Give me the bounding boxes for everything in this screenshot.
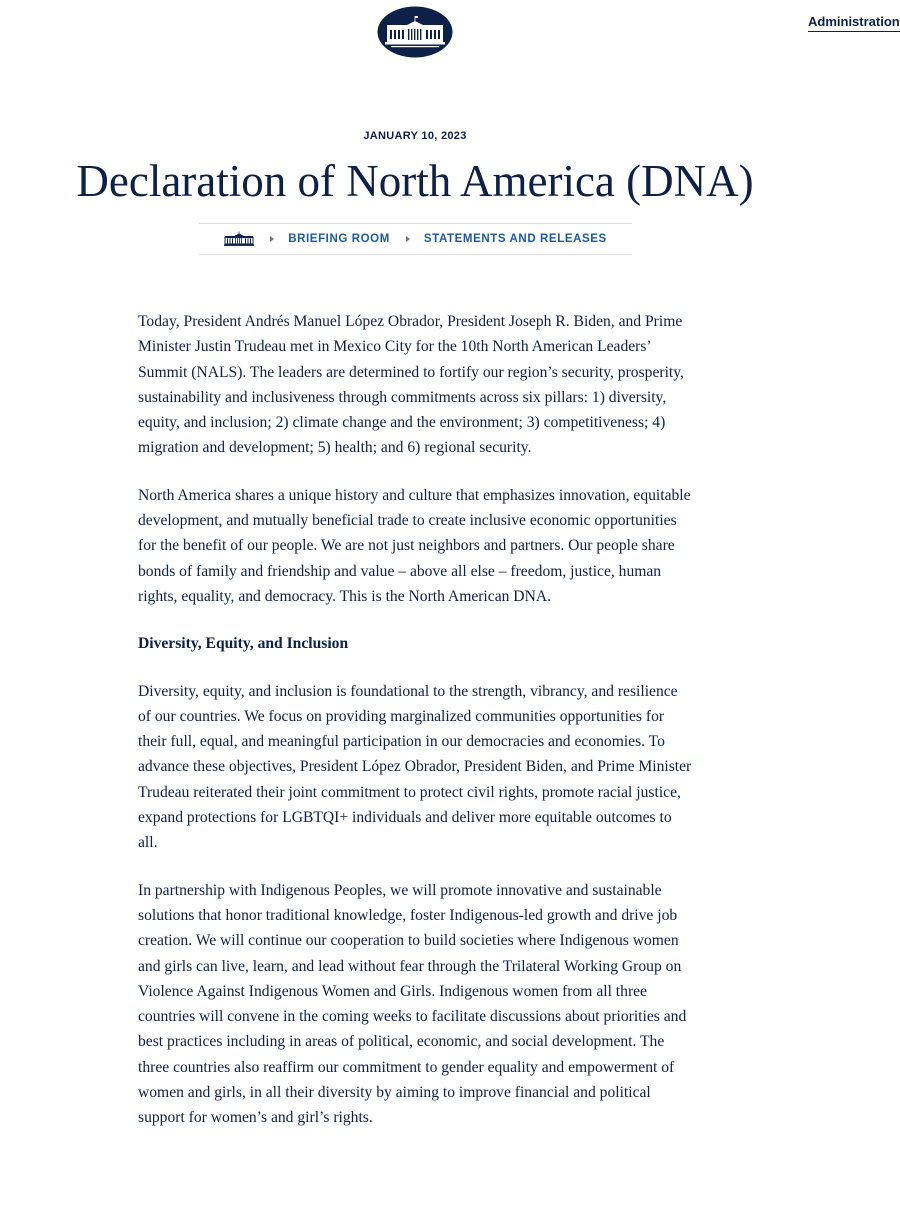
article-paragraph: Diversity, equity, and inclusion is foundational to the strength, vibrancy, and resilience of our countries. We focus on providing marginalized communities opportunities for their full, equal, and meaningful participation in our democracies and economies. To advance these objectives, President López Obrador, President Biden, and Prime Minister Trudeau reiterated their joint commitment to protect civil rights, promote racial justice, expand protections for LGBTQI+ individuals and deliver more equitable outcomes to all. — [138, 682, 692, 852]
administration-nav-link[interactable]: Administration — [808, 14, 900, 32]
article-paragraph: Today, President Andrés Manuel López Obrador, President Joseph R. Biden, and Prime Minister Justin Trudeau met in Mexico City for the 10th North American Leaders’ Summit (NALS). The leaders are determined to fortify our region’s security, prosperity, sustainability and inclusiveness through commitments across six pillars: 1) diversity, equity, and inclusion; 2) climate change and the environment; 3) competitiveness; 4) migration and development; 5) health; and 6) regional security. — [138, 313, 684, 457]
article-paragraph: North America shares a unique history and culture that emphasizes innovation, equitable development, and mutually beneficial trade to create inclusive economic opportunities for the benefit of our people. We are not just neighbors and partners. Our people share bonds of family and friendship and value – above all else – freedom, justice, human rights, equality, and democracy. This is the North American DNA. — [138, 486, 691, 605]
breadcrumb-chevron-icon — [270, 236, 274, 242]
breadcrumb-chevron-icon — [406, 236, 410, 242]
breadcrumb — [199, 223, 632, 255]
article-body — [138, 309, 694, 1153]
white-house-seal-icon[interactable] — [377, 6, 453, 58]
section-heading: Diversity, Equity, and Inclusion — [138, 635, 349, 653]
breadcrumb-statements-and-releases[interactable]: STATEMENTS AND RELEASES — [423, 233, 607, 245]
publish-date: JANUARY 10, 2023 — [363, 130, 467, 142]
breadcrumb-briefing-room[interactable]: BRIEFING ROOM — [288, 233, 390, 245]
page-title: Declaration of North America (DNA) — [76, 156, 754, 206]
white-house-home-icon[interactable] — [224, 231, 254, 247]
article-paragraph: In partnership with Indigenous Peoples, we will promote innovative and sustainable solutions that honor traditional knowledge, foster Indigenous-led growth and drive job creation. We will continue our cooperation to build societies where Indigenous women and girls can live, learn, and lead without fear through the Trilateral Working Group on Violence Against Indigenous Women and Girls. Indigenous women from all three countries will convene in the coming weeks to facilitate discussions about priorities and best practices including in areas of political, economic, and social development. The three countries also reaffirm our commitment to gender equality and empowerment of women and girls, in all their diversity by aiming to improve financial and political support for women’s and girl’s rights. — [138, 881, 687, 1127]
